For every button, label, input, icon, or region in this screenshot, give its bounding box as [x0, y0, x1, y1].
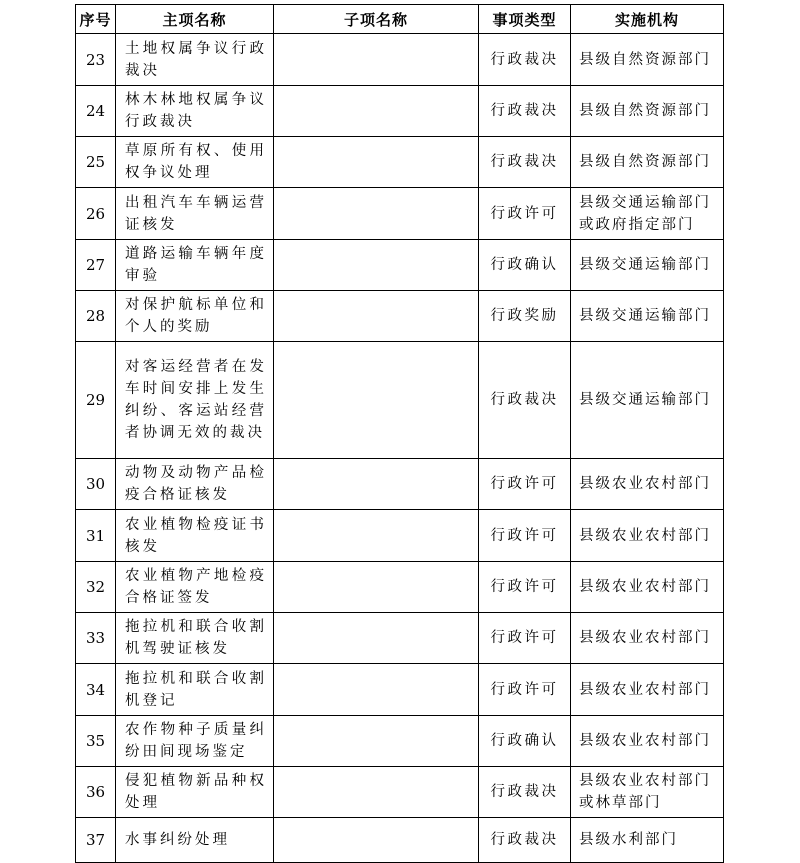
- table-row: [76, 240, 724, 291]
- cell-seq: 23: [76, 34, 116, 86]
- cell-type: 行政裁决: [479, 342, 571, 459]
- cell-agency: 县级农业农村部门或林草部门: [571, 767, 724, 818]
- cell-sub-name: [274, 34, 479, 86]
- cell-agency: 县级交通运输部门: [571, 291, 724, 342]
- cell-sub-name: [274, 767, 479, 818]
- cell-type: 行政许可: [479, 188, 571, 240]
- cell-main-name: 出租汽车车辆运营证核发: [116, 188, 274, 240]
- header-main-name: 主项名称: [116, 5, 274, 34]
- cell-main-name: 水事纠纷处理: [116, 818, 274, 863]
- cell-type: 行政许可: [479, 613, 571, 664]
- table-row: [76, 562, 724, 613]
- table-row: [76, 137, 724, 188]
- cell-agency: 县级农业农村部门: [571, 562, 724, 613]
- cell-agency: 县级自然资源部门: [571, 34, 724, 86]
- table-row: [76, 459, 724, 510]
- cell-type: 行政裁决: [479, 767, 571, 818]
- table-row: [76, 342, 724, 459]
- cell-type: 行政许可: [479, 562, 571, 613]
- cell-agency: 县级自然资源部门: [571, 137, 724, 188]
- cell-sub-name: [274, 137, 479, 188]
- cell-sub-name: [274, 510, 479, 562]
- cell-agency: 县级水利部门: [571, 818, 724, 863]
- cell-main-name: 对保护航标单位和个人的奖励: [116, 291, 274, 342]
- cell-agency: 县级自然资源部门: [571, 86, 724, 137]
- header-sub-name: 子项名称: [274, 5, 479, 34]
- header-type: 事项类型: [479, 5, 571, 34]
- header-row: [76, 5, 724, 34]
- cell-type: 行政裁决: [479, 34, 571, 86]
- cell-seq: 25: [76, 137, 116, 188]
- cell-type: 行政许可: [479, 459, 571, 510]
- cell-sub-name: [274, 459, 479, 510]
- table-row: [76, 86, 724, 137]
- cell-seq: 35: [76, 716, 116, 767]
- cell-agency: 县级农业农村部门: [571, 664, 724, 716]
- table-row: [76, 510, 724, 562]
- matters-table: [75, 4, 724, 863]
- cell-agency: 县级交通运输部门: [571, 342, 724, 459]
- cell-sub-name: [274, 562, 479, 613]
- cell-seq: 30: [76, 459, 116, 510]
- table-row: [76, 34, 724, 86]
- table-row: [76, 664, 724, 716]
- cell-seq: 37: [76, 818, 116, 863]
- cell-main-name: 农作物种子质量纠纷田间现场鉴定: [116, 716, 274, 767]
- cell-main-name: 拖拉机和联合收割机登记: [116, 664, 274, 716]
- cell-main-name: 拖拉机和联合收割机驾驶证核发: [116, 613, 274, 664]
- table-header: [76, 5, 724, 34]
- cell-agency: 县级农业农村部门: [571, 510, 724, 562]
- cell-seq: 29: [76, 342, 116, 459]
- cell-type: 行政许可: [479, 510, 571, 562]
- cell-seq: 32: [76, 562, 116, 613]
- table-row: [76, 767, 724, 818]
- header-agency: 实施机构: [571, 5, 724, 34]
- cell-type: 行政裁决: [479, 818, 571, 863]
- cell-main-name: 对客运经营者在发车时间安排上发生纠纷、客运站经营者协调无效的裁决: [116, 342, 274, 459]
- cell-sub-name: [274, 291, 479, 342]
- table-row: [76, 291, 724, 342]
- cell-type: 行政裁决: [479, 137, 571, 188]
- cell-type: 行政确认: [479, 240, 571, 291]
- table-row: [76, 188, 724, 240]
- cell-type: 行政许可: [479, 664, 571, 716]
- cell-main-name: 道路运输车辆年度审验: [116, 240, 274, 291]
- cell-main-name: 林木林地权属争议行政裁决: [116, 86, 274, 137]
- cell-main-name: 农业植物产地检疫合格证签发: [116, 562, 274, 613]
- table-row: [76, 716, 724, 767]
- cell-seq: 31: [76, 510, 116, 562]
- cell-agency: 县级交通运输部门: [571, 240, 724, 291]
- cell-seq: 24: [76, 86, 116, 137]
- cell-seq: 36: [76, 767, 116, 818]
- cell-sub-name: [274, 342, 479, 459]
- cell-seq: 27: [76, 240, 116, 291]
- cell-sub-name: [274, 716, 479, 767]
- table-body: [76, 34, 724, 863]
- cell-seq: 33: [76, 613, 116, 664]
- cell-type: 行政奖励: [479, 291, 571, 342]
- cell-sub-name: [274, 240, 479, 291]
- cell-type: 行政裁决: [479, 86, 571, 137]
- cell-agency: 县级农业农村部门: [571, 459, 724, 510]
- cell-type: 行政确认: [479, 716, 571, 767]
- cell-agency: 县级交通运输部门或政府指定部门: [571, 188, 724, 240]
- cell-main-name: 土地权属争议行政裁决: [116, 34, 274, 86]
- table-row: [76, 613, 724, 664]
- cell-agency: 县级农业农村部门: [571, 613, 724, 664]
- cell-sub-name: [274, 613, 479, 664]
- table-row: [76, 818, 724, 863]
- cell-sub-name: [274, 86, 479, 137]
- cell-sub-name: [274, 664, 479, 716]
- cell-seq: 34: [76, 664, 116, 716]
- cell-main-name: 草原所有权、使用权争议处理: [116, 137, 274, 188]
- cell-seq: 26: [76, 188, 116, 240]
- cell-agency: 县级农业农村部门: [571, 716, 724, 767]
- cell-seq: 28: [76, 291, 116, 342]
- cell-main-name: 侵犯植物新品种权处理: [116, 767, 274, 818]
- header-seq: 序号: [76, 5, 116, 34]
- cell-main-name: 动物及动物产品检疫合格证核发: [116, 459, 274, 510]
- cell-sub-name: [274, 818, 479, 863]
- cell-sub-name: [274, 188, 479, 240]
- cell-main-name: 农业植物检疫证书核发: [116, 510, 274, 562]
